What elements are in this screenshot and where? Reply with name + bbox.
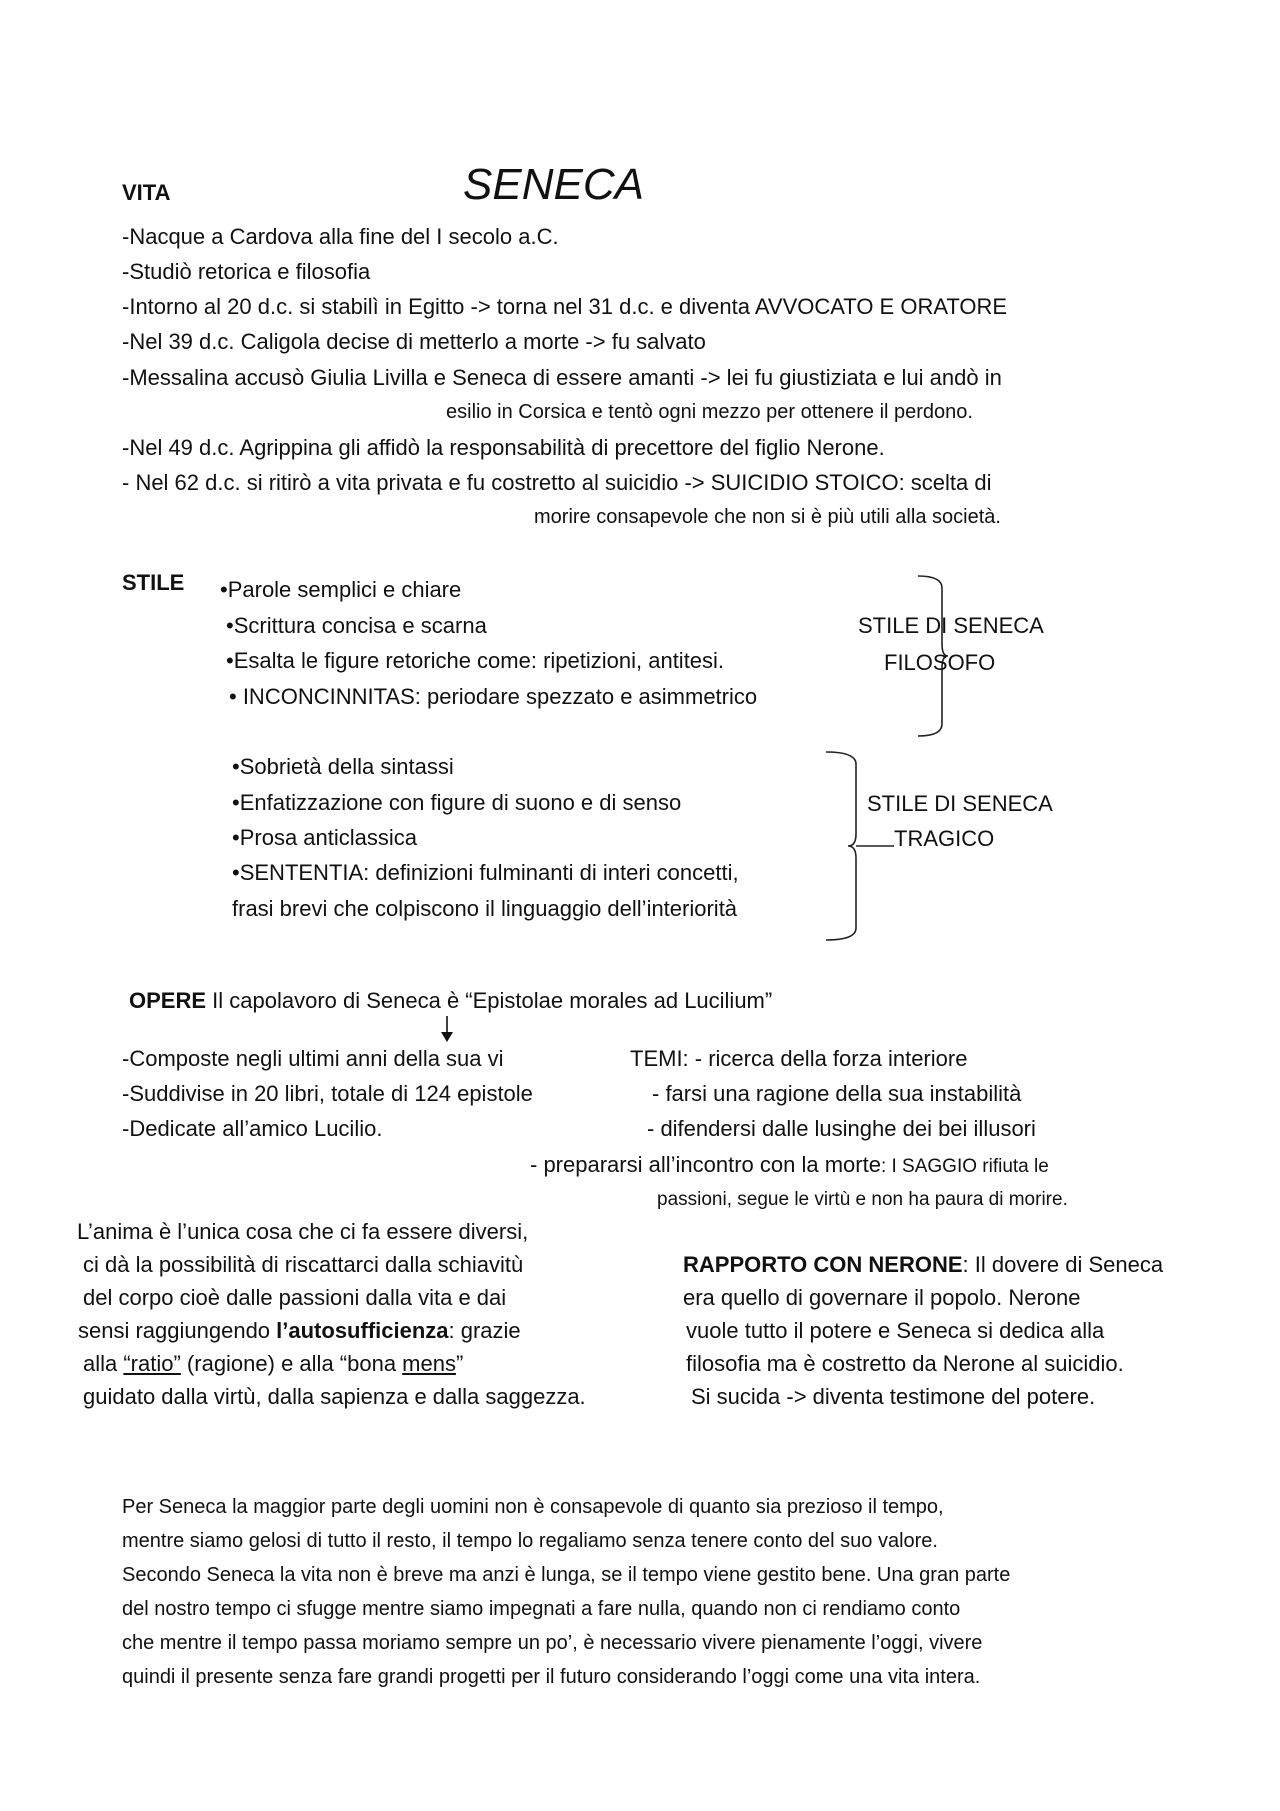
rapporto-line: era quello di governare il popolo. Nerone <box>683 1285 1081 1310</box>
anima-line: del corpo cioè dalle passioni dalla vita e dai <box>83 1285 507 1310</box>
stile-heading: STILE <box>122 570 185 595</box>
tempo-line: del nostro tempo ci sfugge mentre siamo impegnati a fare nulla, quando non ci rendiamo conto <box>122 1598 961 1620</box>
vita-line: -Studiò retorica e filosofia <box>122 259 371 284</box>
vita-line: esilio in Corsica e tentò ogni mezzo per ottenere il perdono. <box>446 401 973 423</box>
anima-text: (ragione) e alla “bona <box>180 1351 403 1376</box>
opere-line: -Dedicate all’amico Lucilio. <box>122 1116 383 1141</box>
stile-item: • INCONCINNITAS: periodare spezzato e asimmetrico <box>229 684 758 709</box>
anima-line: guidato dalla virtù, dalla sapienza e dalla saggezza. <box>83 1384 586 1409</box>
temi-last: - prepararsi all’incontro con la morte <box>530 1152 881 1177</box>
vita-line: -Nel 49 d.c. Agrippina gli affidò la responsabilità di precettore del figlio Nerone. <box>122 435 885 460</box>
stile-item: •Enfatizzazione con figure di suono e di senso <box>232 790 682 815</box>
tempo-line: che mentre il tempo passa moriamo sempre un po’, è necessario vivere pienamente l’oggi, vivere <box>122 1632 983 1654</box>
rapporto-line: filosofia ma è costretto da Nerone al suicidio. <box>686 1351 1124 1376</box>
temi-line <box>530 1152 1049 1178</box>
anima-text: alla <box>83 1351 124 1376</box>
down-arrow-icon <box>440 1016 454 1044</box>
stile-item: •Prosa anticlassica <box>232 825 418 850</box>
opere-intro-text: Il capolavoro di Seneca è “Epistolae morales ad Lucilium” <box>206 988 773 1013</box>
tempo-line: mentre siamo gelosi di tutto il resto, il tempo lo regaliamo senza tenere conto del suo valore. <box>122 1530 938 1552</box>
stile-filosofo-label: STILE DI SENECA <box>858 613 1044 638</box>
temi-last-small: : I SAGGIO rifiuta le <box>880 1156 1049 1177</box>
stile-item: •Parole semplici e chiare <box>220 577 462 602</box>
temi-line: - farsi una ragione della sua instabilità <box>652 1081 1022 1106</box>
stile-tragico-label: TRAGICO <box>894 826 995 851</box>
anima-bold-text: l’autosufficienza <box>276 1318 449 1343</box>
stile-item: frasi brevi che colpiscono il linguaggio dell’interiorità <box>232 896 738 921</box>
stile-item: •Sobrietà della sintassi <box>232 754 454 779</box>
temi-line: - difendersi dalle lusinghe dei bei illusori <box>647 1116 1036 1141</box>
rapporto-heading: RAPPORTO CON NERONE <box>683 1252 963 1277</box>
anima-text: ” <box>455 1351 464 1376</box>
tempo-line: quindi il presente senza fare grandi progetti per il futuro considerando l’oggi come una vita intera. <box>122 1666 981 1688</box>
opere-intro <box>129 988 772 1014</box>
anima-underlined-text: mens <box>402 1351 456 1376</box>
anima-line <box>83 1351 463 1377</box>
vita-line: -Nel 39 d.c. Caligola decise di metterlo a morte -> fu salvato <box>122 329 706 354</box>
vita-heading: VITA <box>122 180 171 205</box>
anima-line: ci dà la possibilità di riscattarci dalla schiavitù <box>83 1252 524 1277</box>
stile-tragico-label: STILE DI SENECA <box>867 791 1053 816</box>
opere-line: -Suddivise in 20 libri, totale di 124 epistole <box>122 1081 533 1106</box>
stile-item: •Scrittura concisa e scarna <box>226 613 487 638</box>
temi-line: passioni, segue le virtù e non ha paura di morire. <box>657 1189 1068 1210</box>
anima-line <box>78 1318 521 1344</box>
stile-filosofo-label: FILOSOFO <box>884 650 996 675</box>
rapporto-text: : Il dovere di Seneca <box>962 1252 1164 1277</box>
vita-line: -Messalina accusò Giulia Livilla e Seneca di essere amanti -> lei fu giustiziata e lui andò in <box>122 365 1002 390</box>
stile-item: •Esalta le figure retoriche come: ripetizioni, antitesi. <box>226 648 725 673</box>
opere-line: -Composte negli ultimi anni della sua vi <box>122 1046 504 1071</box>
tempo-line: Per Seneca la maggior parte degli uomini non è consapevole di quanto sia prezioso il tempo, <box>122 1496 944 1518</box>
rapporto-line: vuole tutto il potere e Seneca si dedica alla <box>686 1318 1105 1343</box>
tempo-line: Secondo Seneca la vita non è breve ma anzi è lunga, se il tempo viene gestito bene. Una gran parte <box>122 1564 1011 1586</box>
page-title: SENECA <box>463 160 644 209</box>
anima-underlined-text: “ratio” <box>123 1351 181 1376</box>
vita-line: -Intorno al 20 d.c. si stabilì in Egitto -> torna nel 31 d.c. e diventa AVVOCATO E ORATORE <box>122 294 1008 319</box>
opere-heading: OPERE <box>129 988 207 1013</box>
anima-line: L’anima è l’unica cosa che ci fa essere diversi, <box>77 1219 529 1244</box>
rapporto-line <box>683 1252 1163 1278</box>
vita-line: - Nel 62 d.c. si ritirò a vita privata e fu costretto al suicidio -> SUICIDIO STOICO: scelta di <box>122 470 992 495</box>
rapporto-line: Si sucida -> diventa testimone del potere. <box>691 1384 1096 1409</box>
tragico-brace <box>822 750 862 942</box>
temi-line: TEMI: - ricerca della forza interiore <box>630 1046 968 1071</box>
vita-line: morire consapevole che non si è più utili alla società. <box>534 506 1001 528</box>
anima-text: sensi raggiungendo <box>78 1318 277 1343</box>
vita-line: -Nacque a Cardova alla fine del I secolo a.C. <box>122 224 559 249</box>
anima-text: : grazie <box>448 1318 521 1343</box>
stile-item: •SENTENTIA: definizioni fulminanti di interi concetti, <box>232 860 739 885</box>
